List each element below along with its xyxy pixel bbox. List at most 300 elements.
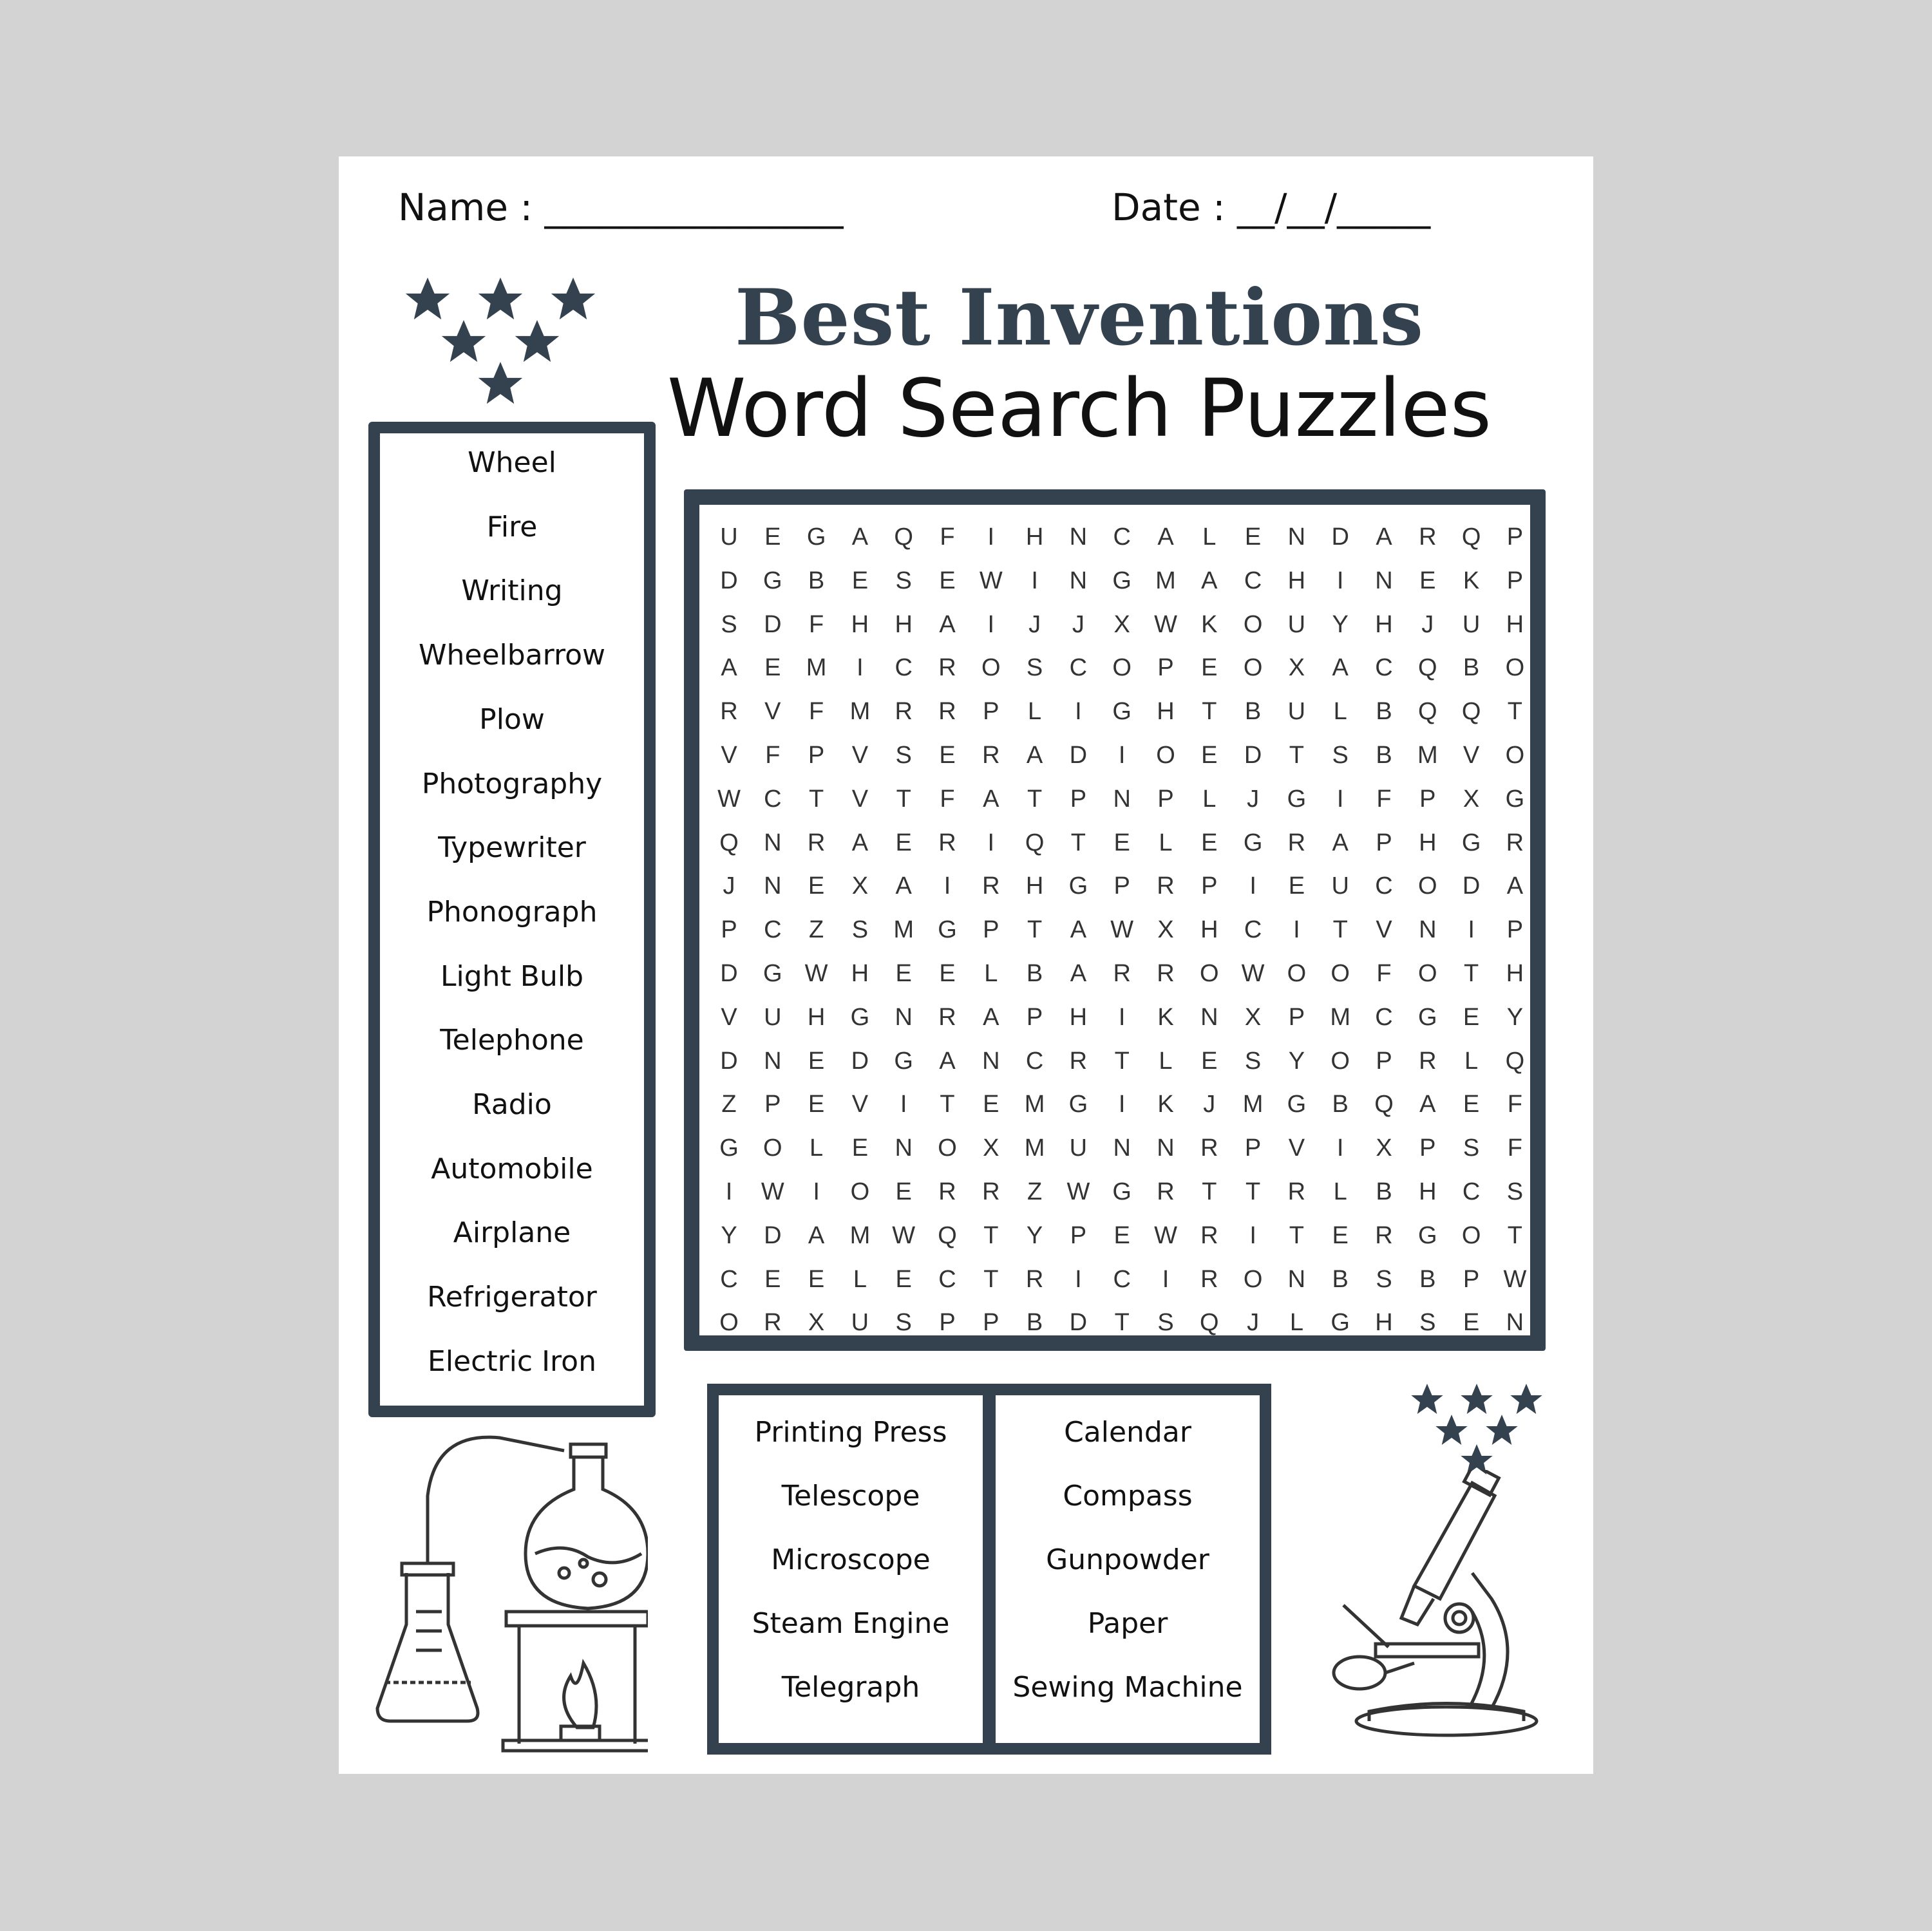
grid-letter[interactable]: V [851, 785, 869, 813]
grid-letter[interactable]: H [1025, 872, 1044, 900]
grid-letter[interactable]: R [1375, 1221, 1393, 1249]
grid-letter[interactable]: I [1118, 1003, 1126, 1031]
grid-letter[interactable]: U [720, 523, 738, 551]
grid-letter[interactable]: O [1156, 742, 1175, 769]
grid-letter[interactable]: R [807, 829, 826, 856]
grid-letter[interactable]: O [938, 1135, 957, 1162]
grid-letter[interactable]: P [1506, 523, 1524, 551]
grid-letter[interactable]: H [895, 610, 913, 638]
grid-letter[interactable]: P [1419, 1135, 1436, 1162]
grid-letter[interactable]: I [987, 829, 995, 856]
grid-letter[interactable]: V [721, 742, 737, 769]
grid-letter[interactable]: F [808, 610, 824, 638]
grid-letter[interactable]: T [1507, 1221, 1522, 1249]
grid-letter[interactable]: O [1461, 1221, 1481, 1249]
grid-letter[interactable]: S [1244, 1047, 1262, 1075]
grid-letter[interactable]: F [1376, 785, 1392, 813]
grid-letter[interactable]: C [764, 916, 782, 944]
grid-letter[interactable]: R [1200, 1265, 1218, 1293]
grid-letter[interactable]: M [849, 1221, 871, 1249]
grid-letter[interactable]: T [983, 1265, 999, 1293]
grid-letter[interactable]: F [1507, 1091, 1522, 1118]
grid-letter[interactable]: N [1200, 1003, 1218, 1031]
grid-letter[interactable]: I [1118, 1091, 1126, 1118]
grid-letter[interactable]: R [1287, 829, 1306, 856]
grid-letter[interactable]: O [850, 1178, 870, 1205]
grid-letter[interactable]: G [938, 916, 957, 944]
grid-letter[interactable]: P [1026, 1003, 1043, 1031]
grid-letter[interactable]: I [900, 1091, 907, 1118]
grid-letter[interactable]: B [1376, 698, 1392, 726]
grid-letter[interactable]: V [851, 1091, 869, 1118]
grid-letter[interactable]: R [1506, 829, 1524, 856]
grid-letter[interactable]: M [893, 916, 914, 944]
grid-letter[interactable]: D [720, 567, 738, 594]
grid-letter[interactable]: A [851, 523, 869, 551]
grid-letter[interactable]: V [721, 1003, 737, 1031]
grid-letter[interactable]: W [761, 1178, 784, 1205]
grid-letter[interactable]: E [764, 654, 781, 682]
grid-letter[interactable]: F [808, 698, 824, 726]
grid-letter[interactable]: L [1289, 1309, 1303, 1337]
grid-letter[interactable]: G [763, 567, 782, 594]
grid-letter[interactable]: E [764, 1265, 781, 1293]
grid-letter[interactable]: E [1201, 829, 1218, 856]
grid-letter[interactable]: U [1287, 610, 1306, 638]
grid-letter[interactable]: R [938, 829, 956, 856]
grid-letter[interactable]: Y [1026, 1221, 1043, 1249]
grid-letter[interactable]: A [939, 610, 956, 638]
grid-letter[interactable]: P [764, 1091, 781, 1118]
grid-letter[interactable]: I [1293, 916, 1300, 944]
grid-letter[interactable]: F [940, 523, 955, 551]
grid-letter[interactable]: V [1463, 742, 1480, 769]
grid-letter[interactable]: W [1154, 610, 1177, 638]
grid-letter[interactable]: N [1157, 1135, 1175, 1162]
grid-letter[interactable]: J [1247, 785, 1260, 813]
grid-letter[interactable]: V [1376, 916, 1392, 944]
grid-letter[interactable]: G [1418, 1003, 1437, 1031]
grid-letter[interactable]: G [1287, 1091, 1307, 1118]
grid-letter[interactable]: T [1027, 916, 1043, 944]
grid-letter[interactable]: E [1113, 1221, 1130, 1249]
grid-letter[interactable]: I [1031, 567, 1038, 594]
grid-letter[interactable]: R [895, 698, 913, 726]
grid-letter[interactable]: R [1419, 523, 1437, 551]
grid-letter[interactable]: A [1419, 1091, 1436, 1118]
grid-letter[interactable]: D [1244, 742, 1262, 769]
grid-letter[interactable]: G [1287, 785, 1307, 813]
grid-letter[interactable]: J [723, 872, 735, 900]
grid-letter[interactable]: I [1336, 567, 1344, 594]
grid-letter[interactable]: T [1507, 698, 1522, 726]
grid-letter[interactable]: I [987, 610, 995, 638]
grid-letter[interactable]: E [808, 1047, 825, 1075]
grid-letter[interactable]: T [1202, 1178, 1217, 1205]
grid-letter[interactable]: Q [1505, 1047, 1525, 1075]
grid-letter[interactable]: T [1245, 1178, 1261, 1205]
grid-letter[interactable]: X [1376, 1135, 1392, 1162]
grid-letter[interactable]: H [1069, 1003, 1088, 1031]
grid-letter[interactable]: X [851, 872, 869, 900]
grid-letter[interactable]: M [1242, 1091, 1264, 1118]
grid-letter[interactable]: P [1244, 1135, 1262, 1162]
grid-letter[interactable]: N [1113, 785, 1131, 813]
grid-letter[interactable]: N [895, 1135, 913, 1162]
grid-letter[interactable]: C [895, 654, 913, 682]
grid-letter[interactable]: R [720, 698, 738, 726]
grid-letter[interactable]: C [764, 785, 782, 813]
grid-letter[interactable]: H [1375, 610, 1393, 638]
grid-letter[interactable]: G [1112, 567, 1132, 594]
grid-letter[interactable]: E [939, 960, 956, 987]
grid-letter[interactable]: D [1069, 1309, 1088, 1337]
grid-letter[interactable]: D [720, 960, 738, 987]
grid-letter[interactable]: O [763, 1135, 782, 1162]
grid-letter[interactable]: P [1157, 785, 1174, 813]
grid-letter[interactable]: M [1024, 1091, 1045, 1118]
grid-letter[interactable]: J [1421, 610, 1434, 638]
grid-letter[interactable]: Z [1027, 1178, 1043, 1205]
grid-letter[interactable]: O [1505, 742, 1525, 769]
grid-letter[interactable]: P [1419, 785, 1436, 813]
grid-letter[interactable]: A [1332, 829, 1349, 856]
grid-letter[interactable]: P [1506, 916, 1524, 944]
grid-letter[interactable]: A [1070, 916, 1087, 944]
grid-letter[interactable]: E [1463, 1091, 1480, 1118]
grid-letter[interactable]: Z [721, 1091, 737, 1118]
grid-letter[interactable]: L [853, 1265, 867, 1293]
grid-letter[interactable]: P [939, 1309, 956, 1337]
grid-letter[interactable]: X [1113, 610, 1130, 638]
grid-letter[interactable]: O [1243, 1265, 1263, 1293]
grid-letter[interactable]: S [895, 1309, 912, 1337]
grid-letter[interactable]: M [1155, 567, 1176, 594]
grid-letter[interactable]: G [763, 960, 782, 987]
grid-letter[interactable]: R [1113, 960, 1131, 987]
grid-letter[interactable]: N [895, 1003, 913, 1031]
grid-letter[interactable]: Q [1461, 698, 1481, 726]
grid-letter[interactable]: U [1069, 1135, 1088, 1162]
grid-letter[interactable]: B [1026, 1309, 1043, 1337]
grid-letter[interactable]: R [1069, 1047, 1088, 1075]
grid-letter[interactable]: F [1507, 1135, 1522, 1162]
grid-letter[interactable]: I [1336, 1135, 1344, 1162]
grid-letter[interactable]: Y [1288, 1047, 1305, 1075]
grid-letter[interactable]: E [1201, 654, 1218, 682]
grid-letter[interactable]: A [1506, 872, 1524, 900]
grid-letter[interactable]: P [1113, 872, 1130, 900]
grid-letter[interactable]: U [764, 1003, 782, 1031]
grid-letter[interactable]: P [1070, 1221, 1087, 1249]
grid-letter[interactable]: A [808, 1221, 825, 1249]
grid-letter[interactable]: B [1376, 742, 1392, 769]
grid-letter[interactable]: T [983, 1221, 999, 1249]
grid-letter[interactable]: U [851, 1309, 869, 1337]
grid-letter[interactable]: D [764, 610, 782, 638]
grid-letter[interactable]: S [895, 742, 912, 769]
grid-letter[interactable]: N [1419, 916, 1437, 944]
grid-letter[interactable]: H [807, 1003, 826, 1031]
grid-letter[interactable]: I [1336, 785, 1344, 813]
grid-letter[interactable]: G [1112, 1178, 1132, 1205]
grid-letter[interactable]: E [983, 1091, 999, 1118]
grid-letter[interactable]: I [725, 1178, 733, 1205]
grid-letter[interactable]: I [1249, 1221, 1256, 1249]
grid-letter[interactable]: L [1202, 785, 1217, 813]
grid-letter[interactable]: H [1157, 698, 1175, 726]
grid-letter[interactable]: I [857, 654, 864, 682]
grid-letter[interactable]: L [1028, 698, 1042, 726]
grid-letter[interactable]: X [983, 1135, 999, 1162]
grid-letter[interactable]: R [1025, 1265, 1044, 1293]
grid-letter[interactable]: E [808, 1091, 825, 1118]
grid-letter[interactable]: C [1462, 1178, 1481, 1205]
grid-letter[interactable]: P [1376, 829, 1392, 856]
grid-letter[interactable]: E [1113, 829, 1130, 856]
grid-letter[interactable]: A [939, 1047, 956, 1075]
grid-letter[interactable]: R [1157, 1178, 1175, 1205]
grid-letter[interactable]: L [1202, 523, 1217, 551]
grid-letter[interactable]: O [1418, 872, 1437, 900]
grid-letter[interactable]: R [938, 654, 956, 682]
grid-letter[interactable]: I [1468, 916, 1475, 944]
grid-letter[interactable]: A [983, 1003, 999, 1031]
grid-letter[interactable]: E [1244, 523, 1262, 551]
grid-letter[interactable]: A [1201, 567, 1218, 594]
grid-letter[interactable]: I [987, 523, 995, 551]
grid-letter[interactable]: B [1244, 698, 1262, 726]
grid-letter[interactable]: Q [1025, 829, 1045, 856]
grid-letter[interactable]: K [1157, 1003, 1174, 1031]
grid-letter[interactable]: P [983, 698, 999, 726]
grid-letter[interactable]: B [1332, 1091, 1349, 1118]
grid-letter[interactable]: Q [1200, 1309, 1219, 1337]
grid-letter[interactable]: N [764, 1047, 782, 1075]
grid-letter[interactable]: J [1247, 1309, 1260, 1337]
grid-letter[interactable]: G [894, 1047, 913, 1075]
grid-letter[interactable]: O [1243, 610, 1263, 638]
grid-letter[interactable]: X [808, 1309, 825, 1337]
grid-letter[interactable]: L [1333, 698, 1347, 726]
grid-letter[interactable]: H [1025, 523, 1044, 551]
grid-letter[interactable]: A [721, 654, 737, 682]
grid-letter[interactable]: C [1244, 916, 1262, 944]
grid-letter[interactable]: K [1157, 1091, 1174, 1118]
grid-letter[interactable]: R [938, 1178, 956, 1205]
grid-letter[interactable]: A [983, 785, 999, 813]
grid-letter[interactable]: C [1375, 872, 1393, 900]
grid-letter[interactable]: P [1157, 654, 1174, 682]
grid-letter[interactable]: R [1419, 1047, 1437, 1075]
grid-letter[interactable]: P [1463, 1265, 1480, 1293]
grid-letter[interactable]: Y [1506, 1003, 1524, 1031]
grid-letter[interactable]: J [1203, 1091, 1216, 1118]
grid-letter[interactable]: K [1463, 567, 1480, 594]
grid-letter[interactable]: D [1069, 742, 1088, 769]
grid-letter[interactable]: B [1332, 1265, 1349, 1293]
grid-letter[interactable]: O [1287, 960, 1307, 987]
grid-letter[interactable]: I [1075, 1265, 1082, 1293]
grid-letter[interactable]: I [1118, 742, 1126, 769]
grid-letter[interactable]: D [851, 1047, 869, 1075]
grid-letter[interactable]: N [1069, 567, 1088, 594]
grid-letter[interactable]: M [1330, 1003, 1351, 1031]
grid-letter[interactable]: C [720, 1265, 738, 1293]
grid-letter[interactable]: T [808, 785, 824, 813]
grid-letter[interactable]: S [895, 567, 912, 594]
grid-letter[interactable]: W [1503, 1265, 1527, 1293]
grid-letter[interactable]: T [1289, 742, 1304, 769]
grid-letter[interactable]: O [1112, 654, 1132, 682]
grid-letter[interactable]: G [850, 1003, 870, 1031]
grid-letter[interactable]: H [1506, 610, 1524, 638]
grid-letter[interactable]: T [940, 1091, 955, 1118]
grid-letter[interactable]: S [1463, 1135, 1480, 1162]
grid-letter[interactable]: W [979, 567, 1003, 594]
grid-letter[interactable]: P [808, 742, 825, 769]
grid-letter[interactable]: F [940, 785, 955, 813]
grid-letter[interactable]: M [1417, 742, 1438, 769]
grid-letter[interactable]: B [1026, 960, 1043, 987]
grid-letter[interactable]: L [1159, 829, 1173, 856]
grid-letter[interactable]: S [1157, 1309, 1174, 1337]
grid-letter[interactable]: T [1463, 960, 1479, 987]
grid-letter[interactable]: D [1331, 523, 1349, 551]
grid-letter[interactable]: O [1243, 654, 1263, 682]
grid-letter[interactable]: R [1157, 960, 1175, 987]
grid-letter[interactable]: E [1288, 872, 1305, 900]
grid-letter[interactable]: M [1024, 1135, 1045, 1162]
grid-letter[interactable]: P [1376, 1047, 1392, 1075]
grid-letter[interactable]: S [851, 916, 869, 944]
grid-letter[interactable]: N [1287, 523, 1306, 551]
grid-letter[interactable]: E [1201, 742, 1218, 769]
grid-letter[interactable]: E [851, 1135, 869, 1162]
grid-letter[interactable]: O [1331, 960, 1350, 987]
grid-letter[interactable]: A [851, 829, 869, 856]
grid-letter[interactable]: E [895, 1265, 912, 1293]
grid-letter[interactable]: E [939, 742, 956, 769]
grid-letter[interactable]: G [1112, 698, 1132, 726]
grid-letter[interactable]: G [1418, 1221, 1437, 1249]
grid-letter[interactable]: W [1241, 960, 1265, 987]
grid-letter[interactable]: R [938, 1003, 956, 1031]
grid-letter[interactable]: P [721, 916, 737, 944]
grid-letter[interactable]: P [1288, 1003, 1305, 1031]
grid-letter[interactable]: P [983, 1309, 999, 1337]
grid-letter[interactable]: T [896, 785, 911, 813]
grid-letter[interactable]: S [1026, 654, 1043, 682]
grid-letter[interactable]: E [764, 523, 781, 551]
grid-letter[interactable]: R [1200, 1221, 1218, 1249]
grid-letter[interactable]: W [1066, 1178, 1090, 1205]
grid-letter[interactable]: N [764, 829, 782, 856]
grid-letter[interactable]: A [1332, 654, 1349, 682]
grid-letter[interactable]: V [851, 742, 869, 769]
grid-letter[interactable]: N [982, 1047, 1000, 1075]
grid-letter[interactable]: H [1200, 916, 1218, 944]
grid-letter[interactable]: H [1419, 1178, 1437, 1205]
grid-letter[interactable]: B [1376, 1178, 1392, 1205]
grid-letter[interactable]: R [764, 1309, 782, 1337]
grid-letter[interactable]: X [1288, 654, 1305, 682]
grid-letter[interactable]: W [804, 960, 828, 987]
grid-letter[interactable]: E [895, 960, 912, 987]
grid-letter[interactable]: I [1162, 1265, 1170, 1293]
grid-letter[interactable]: R [1157, 872, 1175, 900]
grid-letter[interactable]: S [1419, 1309, 1436, 1337]
grid-letter[interactable]: L [984, 960, 998, 987]
grid-letter[interactable]: C [1069, 654, 1088, 682]
grid-letter[interactable]: Q [1374, 1091, 1394, 1118]
grid-letter[interactable]: N [1113, 1135, 1131, 1162]
grid-letter[interactable]: E [1463, 1309, 1480, 1337]
grid-letter[interactable]: Q [719, 829, 739, 856]
grid-letter[interactable]: S [1506, 1178, 1524, 1205]
grid-letter[interactable]: P [1506, 567, 1524, 594]
grid-letter[interactable]: C [1025, 1047, 1044, 1075]
grid-letter[interactable]: O [1505, 654, 1525, 682]
grid-letter[interactable]: P [1070, 785, 1087, 813]
grid-letter[interactable]: A [1376, 523, 1392, 551]
grid-letter[interactable]: L [1333, 1178, 1347, 1205]
grid-letter[interactable]: J [1072, 610, 1084, 638]
grid-letter[interactable]: J [1028, 610, 1041, 638]
grid-letter[interactable]: U [1287, 698, 1306, 726]
grid-letter[interactable]: D [1462, 872, 1481, 900]
grid-letter[interactable]: X [1463, 785, 1480, 813]
grid-letter[interactable]: T [1289, 1221, 1304, 1249]
grid-letter[interactable]: N [1069, 523, 1088, 551]
grid-letter[interactable]: E [1201, 1047, 1218, 1075]
grid-letter[interactable]: H [1506, 960, 1524, 987]
grid-letter[interactable]: R [982, 1178, 1000, 1205]
grid-letter[interactable]: T [1070, 829, 1086, 856]
grid-letter[interactable]: F [1376, 960, 1392, 987]
grid-letter[interactable]: E [1332, 1221, 1349, 1249]
grid-letter[interactable]: Y [1332, 610, 1349, 638]
grid-letter[interactable]: C [1375, 1003, 1393, 1031]
grid-letter[interactable]: E [1419, 567, 1436, 594]
grid-letter[interactable]: Y [721, 1221, 737, 1249]
grid-letter[interactable]: G [1068, 1091, 1088, 1118]
grid-letter[interactable]: N [1506, 1309, 1524, 1337]
grid-letter[interactable]: M [849, 698, 871, 726]
grid-letter[interactable]: G [1331, 1309, 1350, 1337]
grid-letter[interactable]: N [1287, 1265, 1306, 1293]
grid-letter[interactable]: C [1244, 567, 1262, 594]
grid-letter[interactable]: C [1113, 523, 1131, 551]
grid-letter[interactable]: T [1332, 916, 1348, 944]
grid-letter[interactable]: O [981, 654, 1001, 682]
grid-letter[interactable]: H [851, 610, 869, 638]
grid-letter[interactable]: C [938, 1265, 956, 1293]
grid-letter[interactable]: E [1463, 1003, 1480, 1031]
grid-letter[interactable]: C [1113, 1265, 1131, 1293]
grid-letter[interactable]: X [1244, 1003, 1262, 1031]
grid-letter[interactable]: L [810, 1135, 824, 1162]
grid-letter[interactable]: O [1200, 960, 1219, 987]
grid-letter[interactable]: E [895, 1178, 912, 1205]
grid-letter[interactable]: X [1157, 916, 1174, 944]
grid-letter[interactable]: Q [1461, 523, 1481, 551]
grid-letter[interactable]: V [1288, 1135, 1305, 1162]
grid-letter[interactable]: B [1463, 654, 1480, 682]
grid-letter[interactable]: O [1331, 1047, 1350, 1075]
grid-letter[interactable]: G [806, 523, 826, 551]
grid-letter[interactable]: A [1026, 742, 1043, 769]
